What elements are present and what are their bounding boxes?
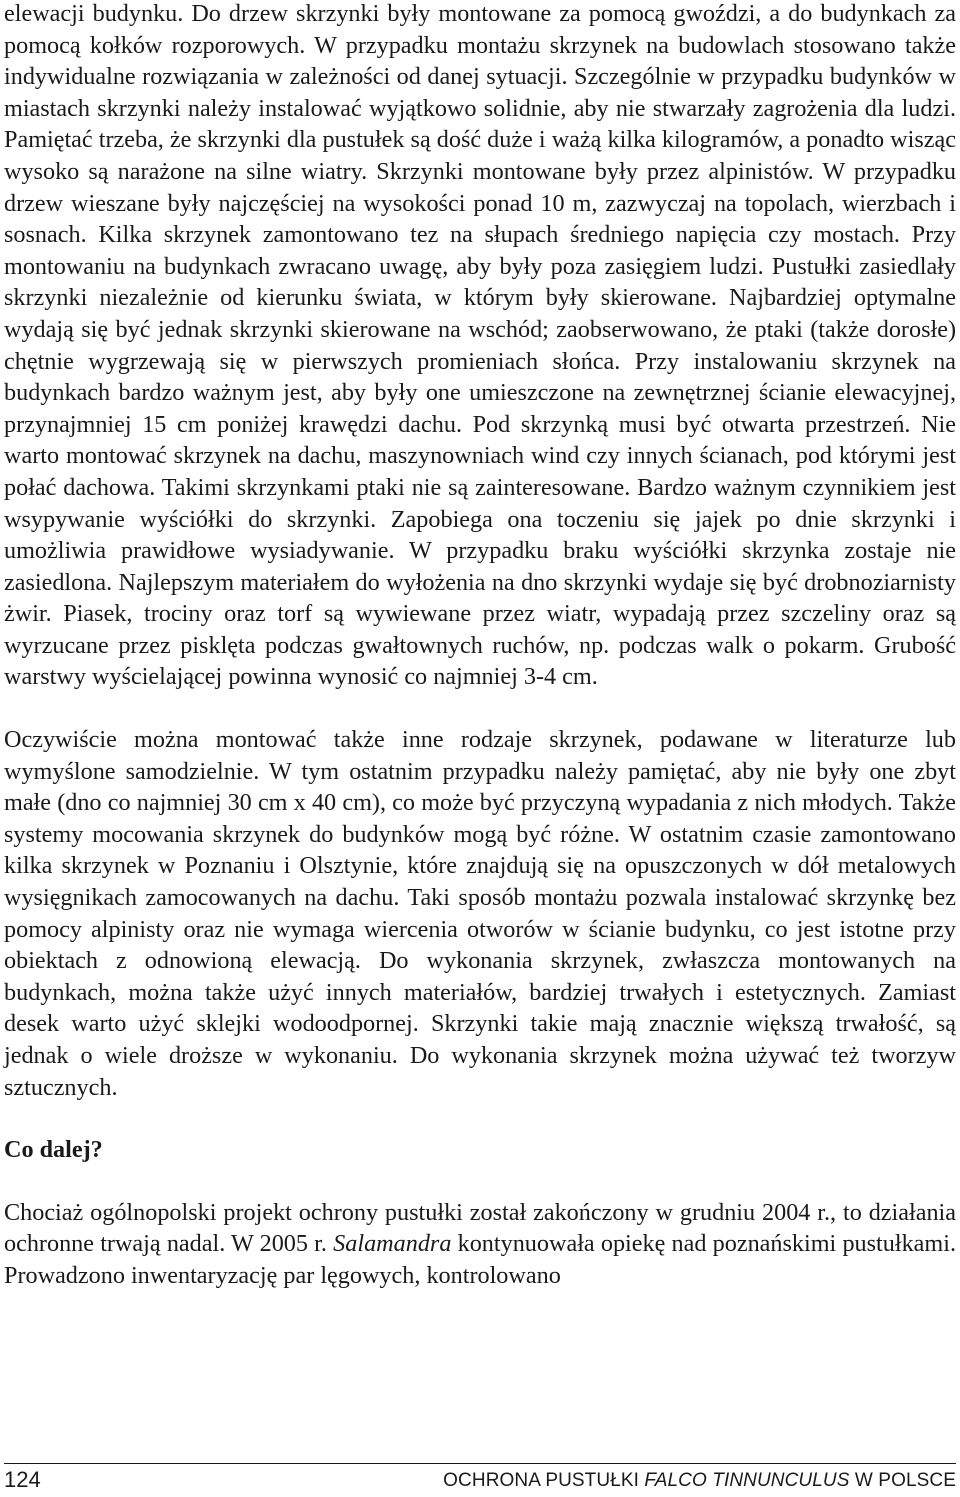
paragraph-nest-box-mounting: elewacji budynku. Do drzew skrzynki były montowane za pomocą gwoździ, a do budynkach za pomocą kołków rozporowych. W przypadku montażu skrzynek na budowlach stosowano także indywidualne rozwiązania w zależności od danej sytuacji. Szczególnie w przypadku budynków w miastach skrzynki należy instalować wyjątkowo solidnie, aby nie stwarzały zagrożenia dla ludzi. Pamiętać trzeba, że skrzynki dla pustułek są dość duże i ważą kilka kilogramów, a ponadto wisząc wysoko są narażone na silne wiatry. Skrzynki montowane były przez alpinistów. W przypadku drzew wieszane były najczęściej na wysokości ponad 10 m, zazwyczaj na topolach, wierzbach i sosnach. Kilka skrzynek zamontowano tez na słupach średniego napięcia czy mostach. Przy montowaniu na budynkach zwracano uwagę, aby były poza zasięgiem ludzi. Pustułki zasiedlały skrzynki niezależnie od kierunku świata, w którym były skierowane. Najbardziej optymalne wydają się być jednak skrzynki skierowane na wschód; zaobserwowano, że ptaki (także dorosłe) chętnie wygrzewają się w pierwszych promieniach słońca. Przy instalowaniu skrzynek na budynkach bardzo ważnym jest, aby były one umieszczone na zewnętrznej ścianie elewacyjnej, przynajmniej 15 cm poniżej krawędzi dachu. Pod skrzynką musi być otwarta przestrzeń. Nie warto montować skrzynek na dachu, maszynowniach wind czy innych ścianach, pod którymi jest połać dachowa. Takimi skrzynkami ptaki nie są zainteresowane. Bardzo ważnym czynnikiem jest wsypywanie wyściółki do skrzynki. Zapobiega ona toczeniu się jajek po dnie skrzynki i umożliwia prawidłowe wysiadywanie. W przypadku braku wyściółki skrzynka zostaje nie zasiedlona. Najlepszym materiałem do wyłożenia na dno skrzynki wydaje się być drobnoziarnisty żwir. Piasek, trociny oraz torf są wywiewane przez wiatr, wypadają przez szczeliny oraz są wyrzucane przez pisklęta podczas gwałtownych ruchów, np. podczas walk o pokarm. Grubość warstwy wyścielającej powinna wynosić co najmniej 3-4 cm.	[4, 0, 956, 691]
paragraph-text: kontynuowała opiekę nad poznańskimi pustułkami. Prowadzono inwentaryzację par lęgowych, kontrolowano	[4, 1230, 956, 1289]
page-number: 124	[4, 1467, 41, 1492]
paragraph-spacer	[4, 1103, 956, 1134]
footer-divider	[4, 1463, 956, 1464]
paragraph-spacer	[4, 693, 956, 724]
page-body	[4, 0, 956, 1292]
paragraph-other-box-types: Oczywiście można montować także inne rodzaje skrzynek, podawane w literaturze lub wymyślone samodzielnie. W tym ostatnim przypadku należy pamiętać, aby nie były one zbyt małe (dno co najmniej 30 cm x 40 cm), co może być przyczyną wypadania z nich młodych. Także systemy mocowania skrzynek do budynków mogą być różne. W ostatnim czasie zamontowano kilka skrzynek w Poznaniu i Olsztynie, które znajdują się na opuszczonych w dół metalowych wysięgnikach zamocowanych na dachu. Taki sposób montażu pozwala instalować skrzynkę bez pomocy alpinisty oraz nie wymaga wiercenia otworów w ścianie budynku, co jest istotne przy obiektach z odnowioną elewacją. Do wykonania skrzynek, zwłaszcza montowanych na budynkach, można także użyć innych materiałów, bardziej trwałych i estetycznych. Zamiast desek warto użyć sklejki wodoodpornej. Skrzynki takie mają znacznie większą trwałość, są jednak o wiele droższe w wykonaniu. Do wykonania skrzynek można używać też tworzyw sztucznych.	[4, 726, 956, 1101]
paragraph-spacer	[4, 1166, 956, 1197]
running-title-text: OCHRONA PUSTUŁKI	[443, 1470, 645, 1491]
running-title-text: W POLSCE	[849, 1470, 956, 1491]
running-title	[443, 1468, 956, 1494]
species-name: FALCO TINNUNCULUS	[644, 1470, 850, 1491]
organization-name: Salamandra	[333, 1230, 452, 1258]
paragraph-what-next	[4, 1197, 956, 1292]
paragraph-text: Chociaż ogólnopolski projekt ochrony pustułki został zakończony w grudniu 2004 r., to działania ochronne trwają nadal. W 2005 r.	[4, 1198, 956, 1258]
page-footer	[4, 1466, 956, 1494]
section-heading: Co dalej?	[4, 1136, 103, 1164]
